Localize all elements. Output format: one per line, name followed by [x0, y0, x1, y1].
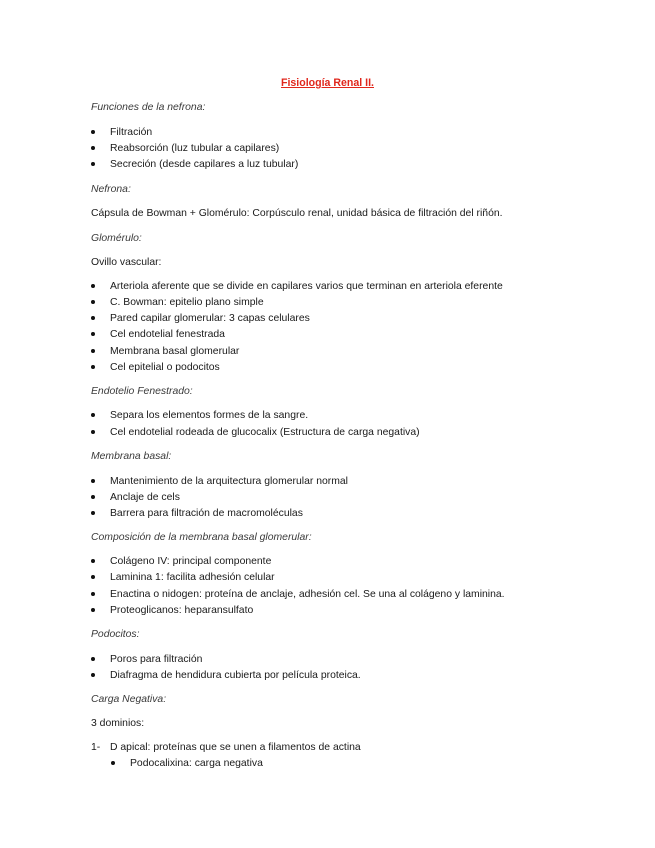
- list-item: Colágeno IV: principal componente: [91, 555, 271, 568]
- list-item: Enactina o nidogen: proteína de anclaje, adhesión cel. Se una al colágeno y laminina.: [91, 588, 505, 601]
- list-item: C. Bowman: epitelio plano simple: [91, 296, 264, 309]
- list-item: Diafragma de hendidura cubierta por película proteica.: [91, 669, 361, 682]
- list-item: Filtración: [91, 126, 152, 139]
- nefrona-text: Cápsula de Bowman + Glomérulo: Corpúsculo renal, unidad básica de filtración del riñón.: [91, 208, 503, 219]
- glomerulo-heading: Glomérulo:: [91, 233, 142, 244]
- list-item: Secreción (desde capilares a luz tubular): [91, 158, 298, 171]
- number-label: 1-: [91, 742, 101, 753]
- list-item: Cel epitelial o podocitos: [91, 361, 220, 374]
- numbered-item-text: D apical: proteínas que se unen a filamentos de actina: [110, 742, 361, 753]
- list-item: Poros para filtración: [91, 653, 202, 666]
- composicion-heading: Composición de la membrana basal glomerular:: [91, 532, 312, 543]
- list-item: Arteriola aferente que se divide en capilares varios que terminan en arteriola eferente: [91, 280, 503, 293]
- list-item: Cel endotelial rodeada de glucocalix (Estructura de carga negativa): [91, 426, 420, 439]
- list-item: Barrera para filtración de macromoléculas: [91, 507, 303, 520]
- list-item: Membrana basal glomerular: [91, 345, 239, 358]
- carga-text: 3 dominios:: [91, 718, 145, 729]
- membrana-heading: Membrana basal:: [91, 451, 172, 462]
- sub-list-item: Podocalixina: carga negativa: [111, 757, 263, 770]
- glomerulo-text: Ovillo vascular:: [91, 257, 162, 268]
- page-title: Fisiología Renal II.: [280, 77, 374, 89]
- endotelio-heading: Endotelio Fenestrado:: [91, 386, 193, 397]
- list-item: Reabsorción (luz tubular a capilares): [91, 142, 279, 155]
- list-item: Pared capilar glomerular: 3 capas celulares: [91, 312, 310, 325]
- nefrona-heading: Nefrona:: [91, 184, 131, 195]
- numbered-item: [91, 741, 361, 754]
- funciones-heading: Funciones de la nefrona:: [91, 102, 206, 113]
- carga-heading: Carga Negativa:: [91, 694, 167, 705]
- list-item: Anclaje de cels: [91, 491, 180, 504]
- list-item: Mantenimiento de la arquitectura glomerular normal: [91, 475, 348, 488]
- list-item: Laminina 1: facilita adhesión celular: [91, 571, 275, 584]
- list-item: Proteoglicanos: heparansulfato: [91, 604, 253, 617]
- list-item: Separa los elementos formes de la sangre.: [91, 409, 308, 422]
- podocitos-heading: Podocitos:: [91, 629, 140, 640]
- list-item: Cel endotelial fenestrada: [91, 328, 225, 341]
